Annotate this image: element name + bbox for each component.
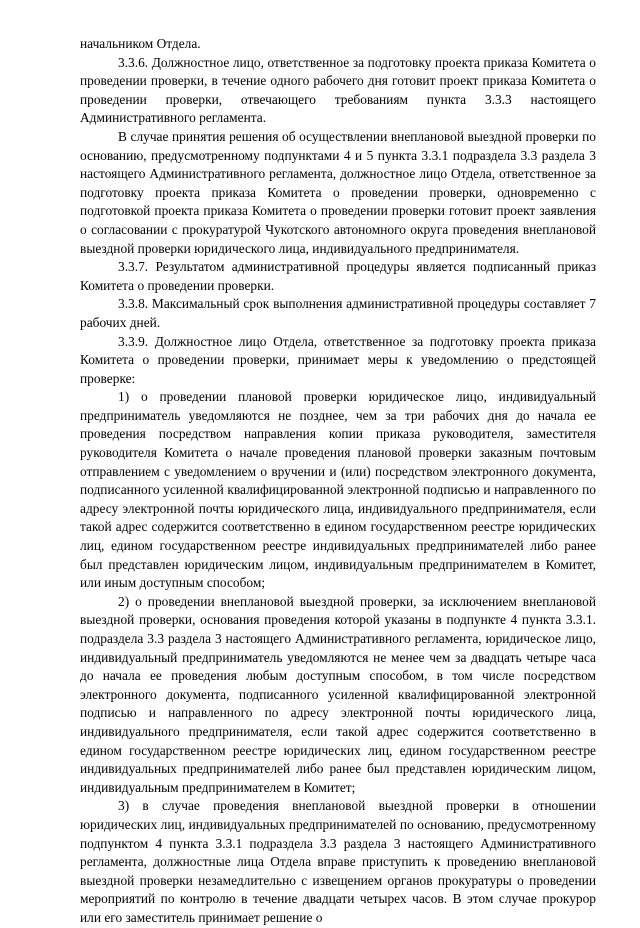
paragraph-3-3-9: 3.3.9. Должностное лицо Отдела, ответственное за подготовку проекта приказа Комитета о проведении проверки, принимает меры к уведомлению о предстоящей проверке: bbox=[80, 333, 596, 386]
list-item-3: 3) в случае проведения внеплановой выездной проверки в отношении юридических лиц, индивидуальных предпринимателей по основанию, предусмотренному подпунктом 4 пункта 3.3.1 подраздела 3.3 раздела 3 настоящего Административного регламента, должностные лица Отдела вправе приступить к проведению внеплановой выездной проверки незамедлительно с извещением органов прокуратуры о проведении мероприятий по контролю в течение двадцати четырех часов. В этом случае прокурор или его заместитель принимает решение о bbox=[80, 798, 596, 925]
list-item-1: 1) о проведении плановой проверки юридическое лицо, индивидуальный предприниматель уведомляются не позднее, чем за три рабочих дня до начала ее проведения посредством направления копии приказа руководителя, заместителя руководителя Комитета о начале проведения плановой проверки заказным почтовым отправлением с уведомлением о вручении и (или) посредством электронного документа, подписанного усиленной квалифицированной электронной подписью и направленного по адресу электронной почты юридического лица, индивидуального предпринимателя, если такой адрес содержится соответственно в едином государственном реестре юридических лиц, едином государственном реестре индивидуальных предпринимателей либо ранее был представлен юридическим лицом, индивидуальным предпринимателем в Комитет, или иным доступным способом; bbox=[80, 389, 596, 591]
list-item-2: 2) о проведении внеплановой выездной проверки, за исключением внеплановой выездной проверки, основания проведения которой указаны в подпункте 4 пункта 3.3.1. подраздела 3.3 раздела 3 настоящего Административного регламента, юридическое лицо, индивидуальный предприниматель уведомляются не менее чем за двадцать четыре часа до начала ее проведения любым доступным способом, в том числе посредством электронного документа, подписанного усиленной квалифицированной электронной подписью и направленного по адресу электронной почты юридического лица, индивидуального предпринимателя, если такой адрес содержится соответственно в едином государственном реестре юридических лиц, едином государственном реестре индивидуальных предпринимателей либо ранее был представлен юридическим лицом, индивидуальным предпринимателем в Комитет; bbox=[80, 593, 596, 795]
paragraph-3-3-7: 3.3.7. Результатом административной процедуры является подписанный приказ Комитета о проведении проверки. bbox=[80, 259, 596, 293]
paragraph-continuation: начальником Отдела. bbox=[80, 36, 201, 51]
paragraph-3-3-6: 3.3.6. Должностное лицо, ответственное за подготовку проекта приказа Комитета о проведении проверки, в течение одного рабочего дня готовит проект приказа Комитета о проведении проверки, отвечающего требованиям пункта 3.3.3 настоящего Административного регламента. bbox=[80, 54, 596, 126]
paragraph-unplanned-inspection: В случае принятия решения об осуществлении внеплановой выездной проверки по основанию, предусмотренному подпунктами 4 и 5 пункта 3.3.1 подраздела 3.3 раздела 3 настоящего Административного регламента, должностное лицо Отдела, ответственное за подготовку проекта приказа Комитета о проведении проверки, одновременно с подготовкой проекта приказа Комитета о проведении проверки готовит проект заявления о согласовании с прокуратурой Чукотского автономного округа проведения внеплановой выездной проверки юридического лица, индивидуального предпринимателя. bbox=[80, 128, 596, 256]
paragraph-3-3-8: 3.3.8. Максимальный срок выполнения административной процедуры составляет 7 рабочих дней. bbox=[80, 296, 596, 330]
